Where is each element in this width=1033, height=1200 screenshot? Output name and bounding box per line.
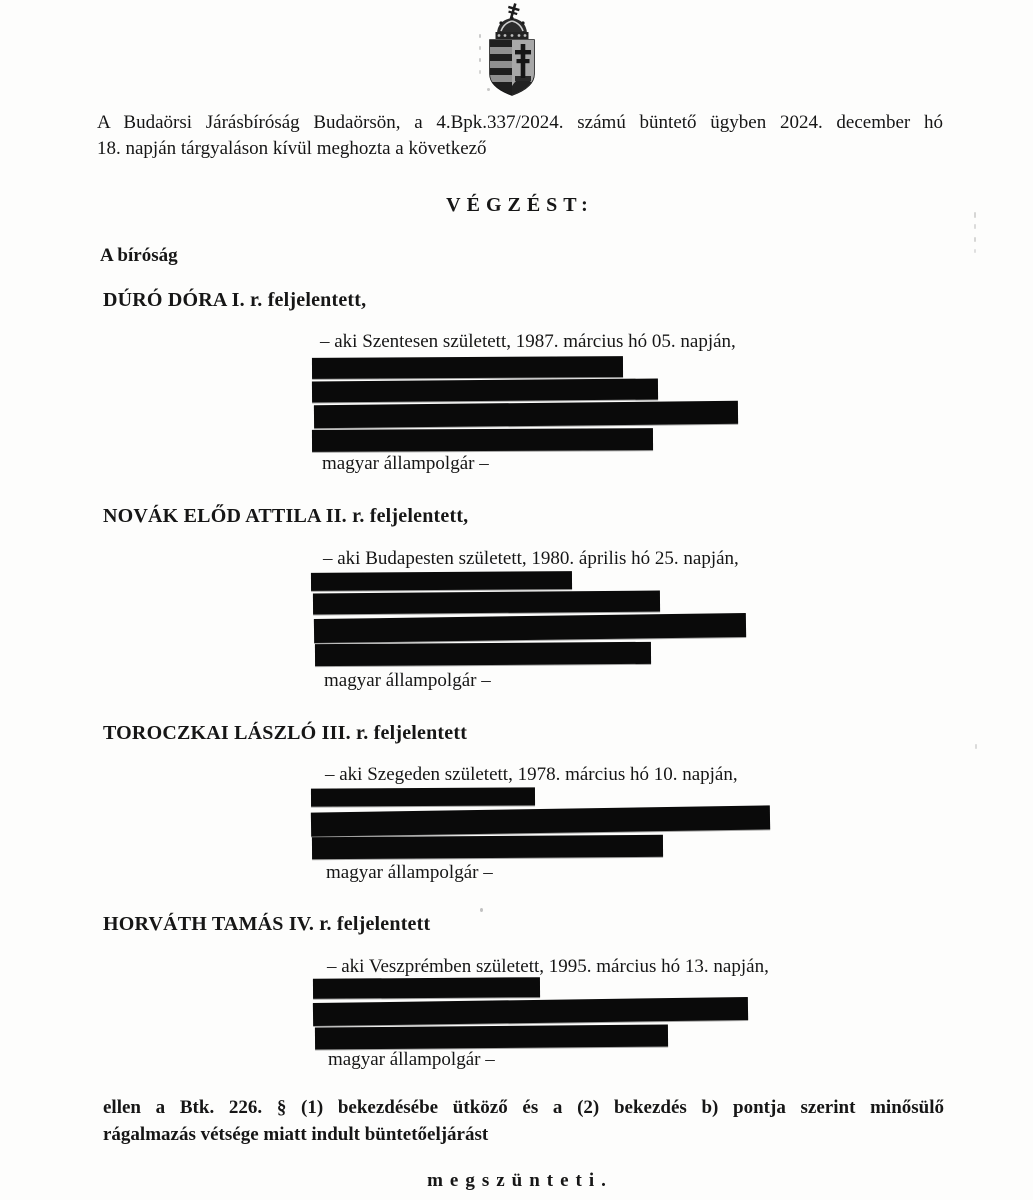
ruling-word: megszünteti. <box>427 1170 613 1191</box>
defendant-3-birth: – aki Szegeden született, 1978. március hó 10. napján, <box>325 764 738 785</box>
scan-artifact <box>480 908 483 912</box>
redaction-bar <box>313 590 660 614</box>
defendant-4-citizenship: magyar állampolgár – <box>328 1049 495 1070</box>
redaction-bar <box>311 805 770 836</box>
scan-artifact <box>974 224 976 229</box>
defendant-4-birth: – aki Veszprémben született, 1995. március hó 13. napján, <box>327 956 769 977</box>
redaction-bar <box>312 356 623 379</box>
header-line-1: A Budaörsi Járásbíróság Budaörsön, a 4.Bpk.337/2024. számú büntető ügyben 2024. december hó <box>97 112 943 133</box>
scan-artifact <box>974 212 976 218</box>
header-paragraph <box>97 110 943 162</box>
charge-line-1: ellen a Btk. 226. § (1) bekezdésébe ütköző és a (2) bekezdés b) pontja szerint minősülő <box>103 1097 944 1118</box>
redaction-bar <box>315 1024 668 1049</box>
defendant-3-name: TOROCZKAI LÁSZLÓ III. r. feljelentett <box>103 722 468 744</box>
decision-title: VÉGZÉST: <box>446 194 594 216</box>
scan-artifact <box>479 70 481 74</box>
redaction-bar <box>312 428 653 452</box>
charge-paragraph <box>103 1094 944 1148</box>
redaction-bar <box>315 642 651 666</box>
hungarian-coat-of-arms-icon <box>484 2 540 98</box>
defendant-2-name: NOVÁK ELŐD ATTILA II. r. feljelentett, <box>103 505 469 527</box>
header-line-2: 18. napján tárgyaláson kívül meghozta a következő <box>97 138 487 159</box>
scan-artifact <box>479 34 481 38</box>
defendant-2-birth: – aki Budapesten született, 1980. április hó 25. napján, <box>323 548 739 569</box>
redaction-bar <box>312 378 658 402</box>
defendant-1-birth: – aki Szentesen született, 1987. március hó 05. napján, <box>320 331 736 352</box>
court-intro: A bíróság <box>100 245 178 266</box>
scan-artifact <box>487 88 490 91</box>
charge-line-2: rágalmazás vétsége miatt indult büntetőeljárást <box>103 1124 489 1145</box>
scan-artifact <box>974 249 976 253</box>
redaction-bar <box>311 571 572 591</box>
defendant-3-citizenship: magyar állampolgár – <box>326 862 493 883</box>
redaction-bar <box>314 613 746 643</box>
scan-artifact <box>974 237 976 242</box>
defendant-4-name: HORVÁTH TAMÁS IV. r. feljelentett <box>103 913 431 935</box>
redaction-bar <box>313 997 748 1026</box>
redaction-bar <box>314 401 738 428</box>
defendant-1-name: DÚRÓ DÓRA I. r. feljelentett, <box>103 289 367 311</box>
scan-artifact <box>479 58 481 62</box>
scan-artifact <box>975 744 977 749</box>
redaction-bar <box>311 787 535 806</box>
redaction-bar <box>312 835 663 859</box>
redaction-bar <box>313 977 540 999</box>
defendant-2-citizenship: magyar állampolgár – <box>324 670 491 691</box>
defendant-1-citizenship: magyar állampolgár – <box>322 453 489 474</box>
scan-artifact <box>479 46 481 50</box>
